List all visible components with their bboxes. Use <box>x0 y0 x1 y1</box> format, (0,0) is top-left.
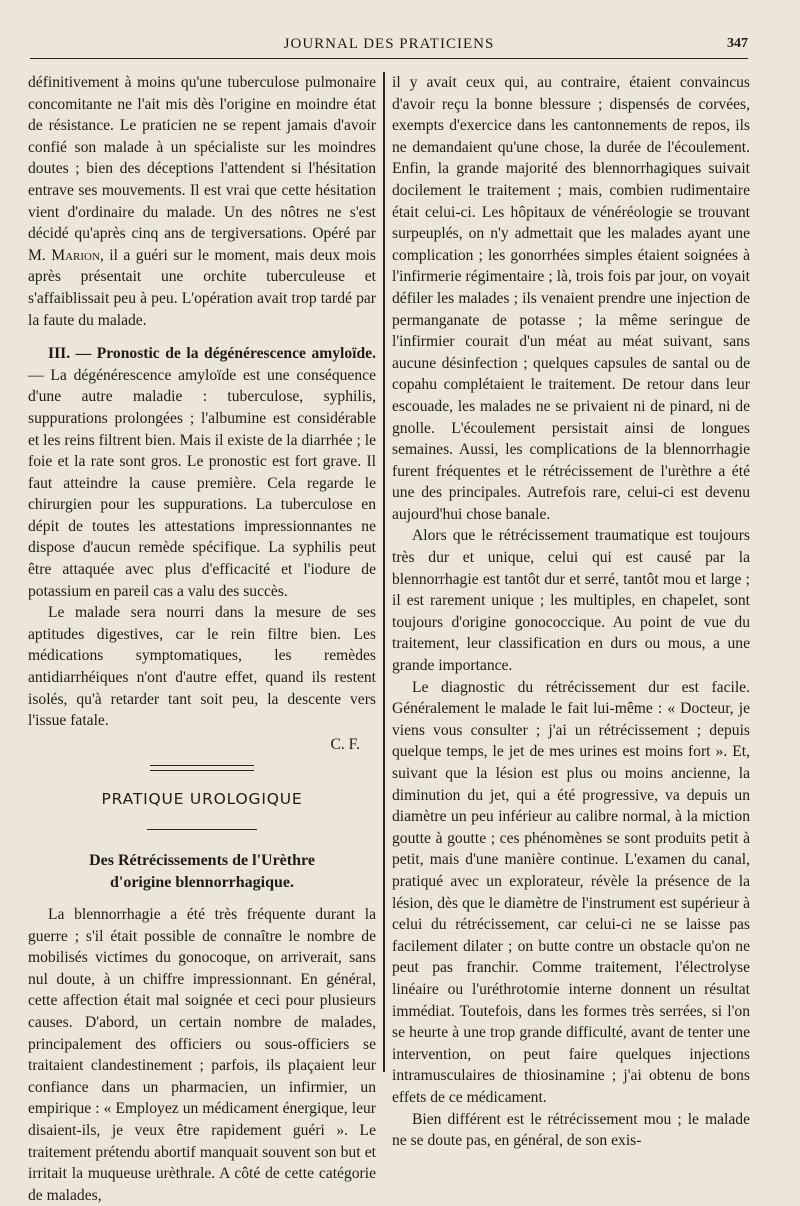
journal-title: JOURNAL DES PRATICIENS <box>283 36 495 52</box>
double-rule <box>150 765 254 771</box>
left-column <box>28 72 376 1204</box>
paragraph: Alors que le rétrécissement traumatique est toujours très dur et unique, celui qui est causé par la blennorrhagie est tantôt dur et serré, tantôt mou et large ; il est rarement unique ; les multiples, en chapelet, sont toujours d'origine gonococcique. Au point de vue du traitement, leur classification en durs ou mous, a une grande importance. <box>392 527 750 675</box>
running-head <box>30 34 748 59</box>
rule <box>147 829 257 830</box>
paragraph: il y avait ceux qui, au contraire, étaient convaincus d'avoir reçu la bonne blessure ; dispensés de corvées, exempts d'exercice dans les cantonnements de repos, ils ne demandaient qu'une chose, la durée de l'écoulement. Enfin, la grande majorité des blennorrhagiques suivait docilement le traitement ; mais, combien rudimentaire était celui-ci. Les hôpitaux de vénéréologie se trouvant surpeuplés, on n'y admettait que les malades ayant une complication ; les gonorrhées simples étaient soignées à l'infirmerie régimentaire ; là, trois fois par jour, on voyait défiler les malades ; ils venaient prendre une injection de permanganate de potasse ; la même seringue de l'infirmier courait d'un méat au méat suivant, sans aucune désinfection ; quelques capsules de santal ou de copahu complétaient le traitement. De retour dans leur escouade, les malades ne se privaient ni de pinard, ni de gnolle. L'écoulement persistait ainsi de longues semaines. Aussi, les complications de la blennorrhagie furent fréquentes et le rétrécissement de l'urèthre a été une des principales. Autrefois rare, celui-ci est devenu aujourd'hui chose banale. <box>392 74 750 523</box>
paragraph: Le malade sera nourri dans la mesure de ses aptitudes digestives, car le rein filtre bien. Les médications symptomatiques, les remèdes antidiarrhéiques n'ont d'autre effet, quand ils restent isolés, qu'à retarder tant soit peu, la descente vers l'issue fatale. <box>28 604 376 730</box>
paragraph-text: , il a guéri sur le moment, mais deux mois après présentait une orchite tuberculeuse et s'affaiblissait peu à peu. L'opération avait trop tardé par la faute du malade. <box>28 246 376 329</box>
paragraph-text: définitivement à moins qu'une tuberculose pulmonaire concomitante ne l'ait mis dès l'origine en moindre état de résistance. Le praticien ne se repent jamais d'avoir confié son malade à un spécialiste sur les moindres doutes ; bien des déceptions l'attendent si l'hésitation entrave ses mouvements. Il est vrai que cette hésitation vient d'ordinaire du malade. Un des nôtres ne s'est décidé qu'après cinq ans de tergiversations. Opéré par M. <box>28 74 376 264</box>
column-divider <box>383 72 385 1072</box>
rubric-title: PRATIQUE UROLOGIQUE <box>101 790 303 809</box>
paragraph: Bien différent est le rétrécissement mou ; le malade ne se doute pas, en général, de son exis- <box>392 1110 750 1150</box>
spacer <box>28 331 376 343</box>
paragraph-text: — La dégénérescence amyloïde est une conséquence d'une autre maladie : tuberculose, syphilis, suppurations prolongées ; l'albumine est considérable et les reins filtrent bien. Mais il existe de la diarrhée ; le foie et la rate sont gros. Le pronostic est fort grave. Il faut atteindre la cause première. Cela regarde le chirurgien pour les suppurations. La tuberculose en dépit de toutes les attestations impressionnantes ne dispose d'aucun remède spécifique. La syphilis peut être attaquée avec plus d'efficacité et l'iodure de potassium en pareil cas a valu des succès. <box>28 366 376 600</box>
article-title <box>28 850 376 894</box>
right-column <box>392 72 750 1150</box>
page-number: 347 <box>727 36 748 51</box>
paragraph: La blennorrhagie a été très fréquente durant la guerre ; s'il était possible de connaître le nombre de mobilisés victimes du gonocoque, on arriverait, sans nul doute, à un chiffre impressionnant. En général, cette affection était mal soignée et ceci pour plusieurs causes. D'abord, un certain nombre de malades, principalement des officiers ou sous-officiers se traitaient clandestinement ; parfois, ils plaçaient leur confiance dans un pharmacien, un infirmier, un empirique : « Employez un médicament énergique, leur disaient-ils, je veux être rapidement guéri ». Le traitement prétendu abortif manquait souvent son but et irritait la muqueuse urèthrale. A côté de cette catégorie de malades, <box>28 906 376 1204</box>
paragraph <box>28 72 376 331</box>
author-name: Marion <box>51 246 100 264</box>
article-title-line: d'origine blennorrhagique. <box>109 874 295 891</box>
signature: C. F. <box>330 735 360 753</box>
article-title-line: Des Rétrécissements de l'Urèthre <box>89 852 315 869</box>
section-heading: III. — Pronostic de la dégénérescence amyloïde. <box>48 345 376 363</box>
section-paragraph <box>28 343 376 602</box>
paragraph: Le diagnostic du rétrécissement dur est facile. Généralement le malade le fait lui-même : « Docteur, je viens vous consulter ; j'ai un rétrécissement ; depuis quelque temps, le jet de mes urines est moins fort ». Et, suivant que la lésion est plus ou moins ancienne, la diminution du jet, qui a été progressive, va depuis un diamètre un peu inférieur au calibre normal, à la miction goutte à goutte ; ces phénomènes se sont produits petit à petit, mais d'une manière continue. L'examen du canal, pratiqué avec un explorateur, révèle la présence de la lésion, dès que le diamètre de l'instrument est supérieur à celui du rétrécissement, car celui-ci ne se laisse pas facilement dilater ; on butte contre un obstacle qu'on ne peut pas franchir. Comme traitement, l'électrolyse linéaire ou l'uréthrotomie interne donnent un résultat immédiat. Toutefois, dans les formes très serrées, si l'on se heurte à une trop grande difficulté, avant de tenter une intervention, on peut faire quelques injections intramusculaires de thiosinamine ; j'ai obtenu de bons effets de ce médicament. <box>392 678 750 1106</box>
